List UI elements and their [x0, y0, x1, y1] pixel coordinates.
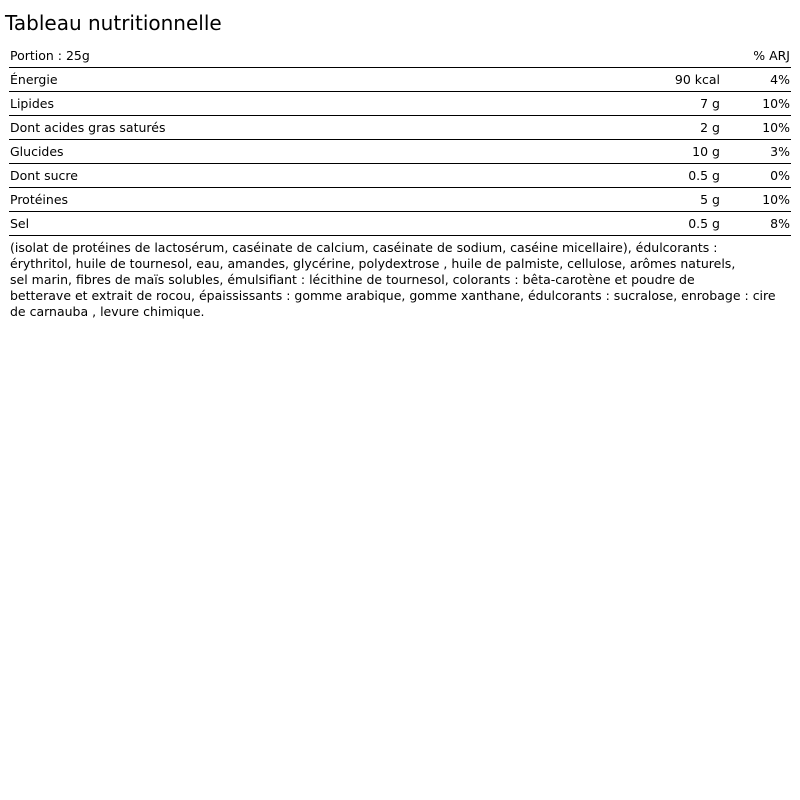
nutrient-pct: 8% [721, 212, 791, 236]
table-header-row [9, 44, 791, 68]
ingredients-line: sel marin, fibres de maïs solubles, émulsifiant : lécithine de tournesol, colorants : bêta-carotène et poudre de [10, 272, 695, 287]
table-row [9, 188, 791, 212]
nutrient-pct: 0% [721, 164, 791, 188]
page-title: Tableau nutritionnelle [5, 11, 222, 35]
header-value [599, 44, 721, 68]
table-row [9, 164, 791, 188]
table-row [9, 92, 791, 116]
nutrition-table [9, 44, 791, 236]
nutrient-name: Dont sucre [9, 164, 599, 188]
nutrient-value: 7 g [599, 92, 721, 116]
table-row [9, 116, 791, 140]
nutrient-value: 0.5 g [599, 164, 721, 188]
table-row [9, 212, 791, 236]
nutrient-name: Glucides [9, 140, 599, 164]
nutrient-name: Dont acides gras saturés [9, 116, 599, 140]
ingredients-line: betterave et extrait de rocou, épaississants : gomme arabique, gomme xanthane, édulcorants : sucralose, enrobage : cire [10, 288, 776, 303]
nutrient-value: 10 g [599, 140, 721, 164]
nutrient-value: 90 kcal [599, 68, 721, 92]
ingredients-line: (isolat de protéines de lactosérum, caséinate de calcium, caséinate de sodium, caséine micellaire), édulcorants : [10, 240, 718, 255]
nutrient-value: 2 g [599, 116, 721, 140]
nutrient-pct: 10% [721, 116, 791, 140]
ingredients-line: érythritol, huile de tournesol, eau, amandes, glycérine, polydextrose , huile de palmiste, cellulose, arômes naturels, [10, 256, 736, 271]
nutrient-name: Lipides [9, 92, 599, 116]
nutrient-name: Énergie [9, 68, 599, 92]
nutrient-pct: 10% [721, 188, 791, 212]
portion-label: Portion : 25g [10, 48, 90, 63]
nutrient-pct: 10% [721, 92, 791, 116]
nutrient-pct: 4% [721, 68, 791, 92]
nutrient-name: Protéines [9, 188, 599, 212]
nutrient-value: 0.5 g [599, 212, 721, 236]
table-row [9, 68, 791, 92]
nutrient-pct: 3% [721, 140, 791, 164]
header-pct: % ARJ [753, 48, 790, 63]
ingredients-line: de carnauba , levure chimique. [10, 304, 205, 319]
ingredients-text [10, 240, 785, 320]
nutrient-value: 5 g [599, 188, 721, 212]
table-row [9, 140, 791, 164]
nutrient-name: Sel [9, 212, 599, 236]
